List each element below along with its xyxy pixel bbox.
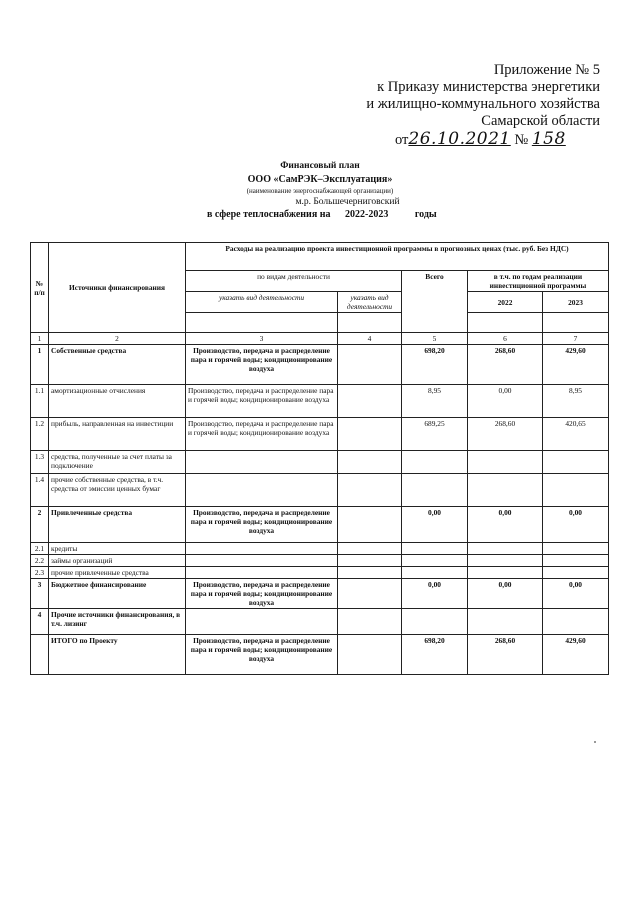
row-source-name: займы организаций [49,555,186,567]
order-number: 158 [531,129,566,149]
header-by-years: в т.ч. по годам реализации инвестиционной программы [468,271,609,292]
row-year-2: 429,60 [543,635,609,675]
row-number: 2 [31,507,49,543]
header-spacer [543,313,609,333]
row-total [402,609,468,635]
row-activity [186,609,338,635]
row-number: 1 [31,345,49,385]
row-activity-b [338,567,402,579]
table-row [31,555,609,567]
row-year-2 [543,609,609,635]
appendix-line: Самарской области [481,113,600,129]
appendix-line: к Приказу министерства энергетики [377,79,600,95]
column-number: 3 [186,333,338,345]
table-row [31,474,609,507]
row-source-name: прочие собственные средства, в т.ч. средства от эмиссии ценных бумаг [49,474,186,507]
row-total: 689,25 [402,418,468,451]
row-activity [186,474,338,507]
column-number: 6 [468,333,543,345]
row-year-2 [543,567,609,579]
header-activity-a: указать вид деятельности [186,292,338,313]
row-source-name: кредиты [49,543,186,555]
appendix-line: и жилищно-коммунального хозяйства [366,96,600,112]
row-source-name: прочие привлеченные средства [49,567,186,579]
header-activity-b: указать вид деятельности [338,292,402,313]
row-number: 1.3 [31,451,49,474]
column-number: 5 [402,333,468,345]
column-number: 7 [543,333,609,345]
table-row [31,507,609,543]
row-total [402,543,468,555]
row-year-1 [468,474,543,507]
plan-title: Финансовый план [280,161,360,171]
column-number: 1 [31,333,49,345]
row-number [31,635,49,675]
row-number: 1.1 [31,385,49,418]
sphere-label: в сфере теплоснабжения на [207,209,331,220]
row-source-name: Прочие источники финансирования, в т.ч. лизинг [49,609,186,635]
row-year-1: 268,60 [468,345,543,385]
financial-plan-table [30,242,609,675]
row-year-1 [468,543,543,555]
table-row [31,451,609,474]
organization-name: ООО «СамРЭК–Эксплуатация» [247,174,393,185]
row-activity [186,543,338,555]
table-row [31,635,609,675]
row-activity [186,451,338,474]
header-spacer [186,313,338,333]
header-by-activity: по видам деятельности [186,271,402,292]
row-number: 2.1 [31,543,49,555]
row-activity-b [338,385,402,418]
table-row [31,543,609,555]
header-year-1: 2022 [468,292,543,313]
row-year-2: 0,00 [543,507,609,543]
table-row [31,418,609,451]
column-number: 4 [338,333,402,345]
sphere-line [207,209,437,220]
row-activity: Производство, передача и распределение пара и горячей воды; кондиционирование воздуха [186,579,338,609]
row-total [402,474,468,507]
row-source-name: ИТОГО по Проекту [49,635,186,675]
row-year-2: 0,00 [543,579,609,609]
row-activity-b [338,418,402,451]
table-row [31,345,609,385]
row-source-name: Бюджетное финансирование [49,579,186,609]
plan-years: 2022-2023 [345,209,389,220]
row-year-1: 0,00 [468,385,543,418]
header-spacer [338,313,402,333]
row-year-1 [468,567,543,579]
row-total: 698,20 [402,635,468,675]
row-activity-b [338,609,402,635]
appendix-block [366,62,600,130]
header-sources: Источники финансирования [49,243,186,333]
row-activity: Производство, передача и распределение пара и горячей воды; кондиционирование воздуха [186,385,338,418]
row-year-2: 420,65 [543,418,609,451]
row-year-2: 429,60 [543,345,609,385]
table-row [31,609,609,635]
order-date: 26.10.2021 [408,129,511,149]
row-year-2 [543,474,609,507]
row-year-1: 0,00 [468,507,543,543]
header-total: Всего [402,271,468,333]
row-activity-b [338,451,402,474]
row-total: 0,00 [402,507,468,543]
plan-heading [0,160,640,209]
row-year-2 [543,543,609,555]
row-activity-b [338,345,402,385]
row-number: 4 [31,609,49,635]
row-source-name: Привлеченные средства [49,507,186,543]
row-activity: Производство, передача и распределение пара и горячей воды; кондиционирование воздуха [186,635,338,675]
table-row [31,385,609,418]
plan-years-suffix: годы [414,209,437,220]
row-activity-b [338,474,402,507]
scan-speck [594,741,596,743]
row-year-1: 268,60 [468,418,543,451]
table-row [31,567,609,579]
row-year-1 [468,609,543,635]
row-activity-b [338,507,402,543]
row-activity-b [338,555,402,567]
row-source-name: средства, полученные за счет платы за подключение [49,451,186,474]
row-source-name: амортизационные отчисления [49,385,186,418]
row-total [402,555,468,567]
order-prefix: от [395,132,409,148]
row-year-1: 0,00 [468,579,543,609]
row-year-1 [468,555,543,567]
row-activity-b [338,543,402,555]
row-year-1 [468,451,543,474]
district-name: м.р. Большечерниговский [295,197,400,207]
row-number: 1.2 [31,418,49,451]
row-source-name: Собственные средства [49,345,186,385]
table-row [31,579,609,609]
row-number: 2.2 [31,555,49,567]
row-activity [186,567,338,579]
row-total [402,451,468,474]
row-activity-b [338,635,402,675]
row-activity [186,555,338,567]
order-number-label: № [514,132,529,148]
row-year-2 [543,451,609,474]
order-reference [395,129,572,149]
appendix-line: Приложение № 5 [493,62,600,78]
column-number: 2 [49,333,186,345]
header-num: № п/п [31,243,49,333]
organization-caption: (наименование энергоснабжающей организации) [246,187,394,195]
row-year-2 [543,555,609,567]
row-number: 3 [31,579,49,609]
row-total: 698,20 [402,345,468,385]
row-number: 1.4 [31,474,49,507]
row-year-1: 268,60 [468,635,543,675]
row-activity: Производство, передача и распределение пара и горячей воды; кондиционирование воздуха [186,418,338,451]
row-total: 0,00 [402,579,468,609]
header-year-2: 2023 [543,292,609,313]
header-expenses: Расходы на реализацию проекта инвестиционной программы в прогнозных ценах (тыс. руб. Без НДС) [186,243,609,271]
header-spacer [468,313,543,333]
row-activity: Производство, передача и распределение пара и горячей воды; кондиционирование воздуха [186,345,338,385]
row-source-name: прибыль, направленная на инвестиции [49,418,186,451]
row-total: 8,95 [402,385,468,418]
row-activity: Производство, передача и распределение пара и горячей воды; кондиционирование воздуха [186,507,338,543]
row-number: 2.3 [31,567,49,579]
row-activity-b [338,579,402,609]
row-total [402,567,468,579]
row-year-2: 8,95 [543,385,609,418]
